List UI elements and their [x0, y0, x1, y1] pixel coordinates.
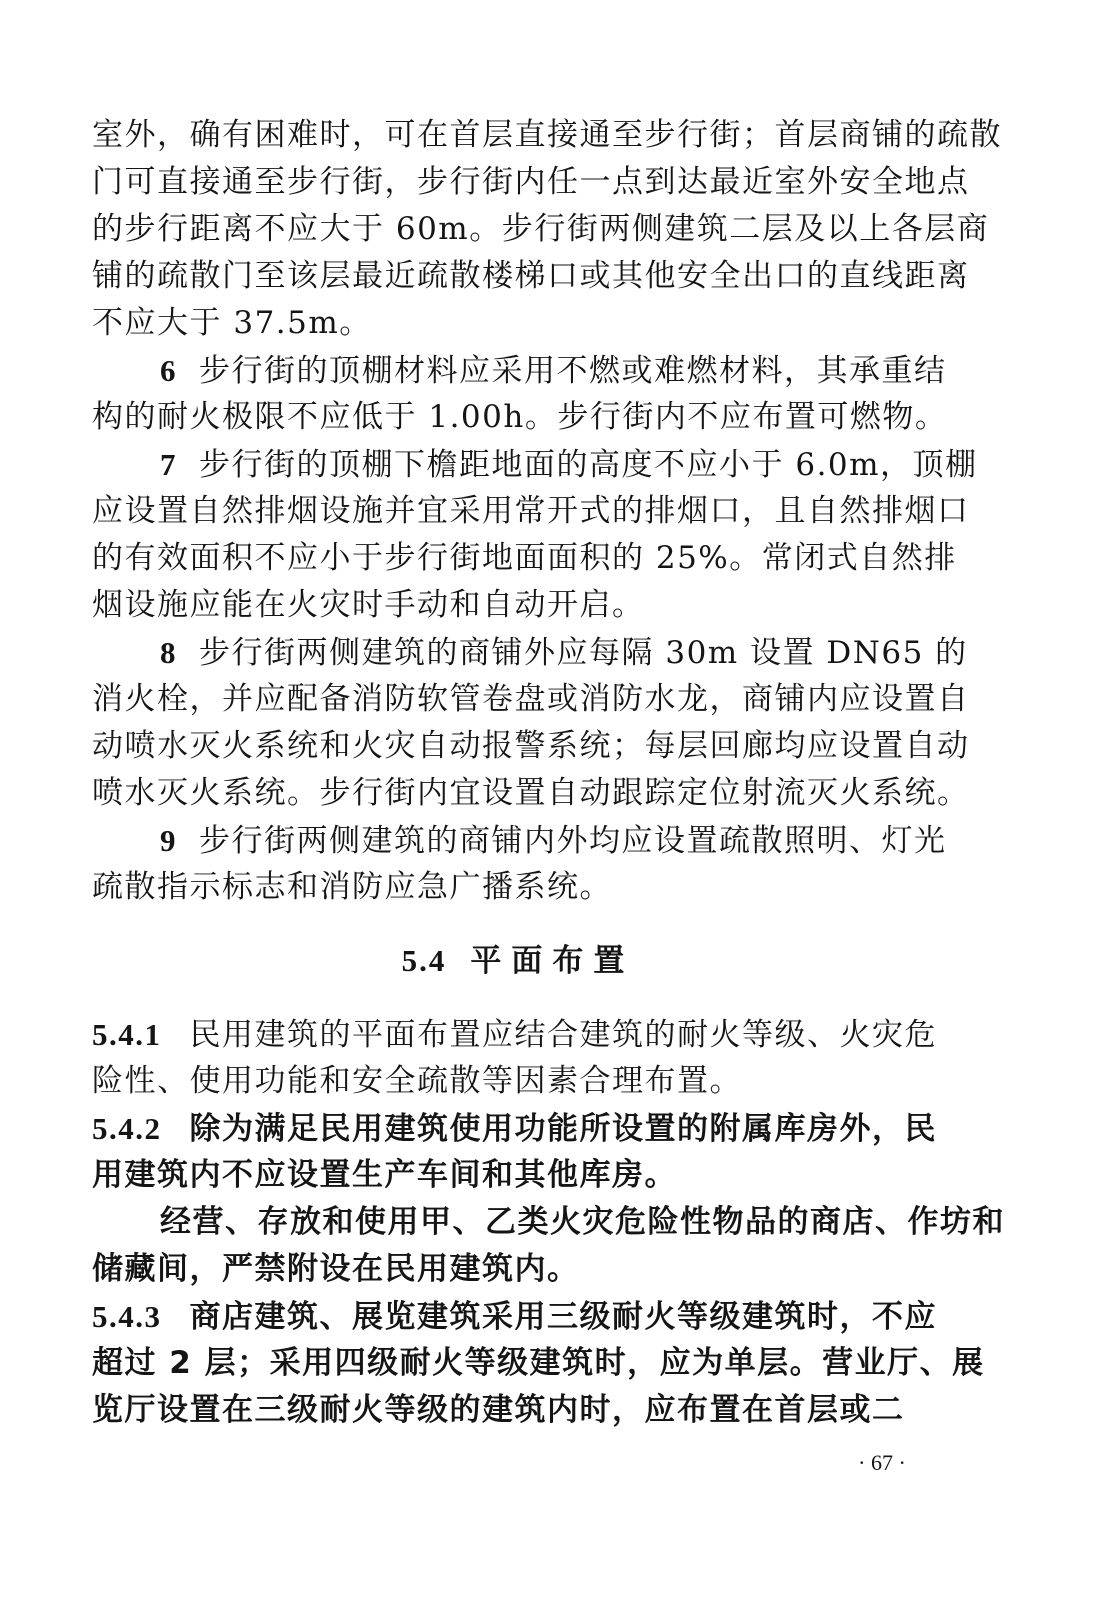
- text-line: 不应大于 37.5m。: [92, 305, 372, 341]
- item-8: [92, 629, 970, 817]
- item-number: 7: [160, 447, 177, 482]
- clause-text: 民用建筑的平面布置应结合建筑的耐火等级、火灾危: [189, 1017, 937, 1053]
- text-line: [92, 817, 947, 864]
- text-line: 超过 2 层；采用四级耐火等级建筑时，应为单层。营业厅、展: [92, 1345, 985, 1381]
- text-line: 险性、使用功能和安全疏散等因素合理布置。: [92, 1063, 742, 1099]
- text-line: 应设置自然排烟设施并宜采用常开式的排烟口，且自然排烟口: [92, 493, 970, 529]
- text-line: 喷水灭火系统。步行街内宜设置自动跟踪定位射流灭火系统。: [92, 775, 970, 811]
- text-line: 动喷水灭火系统和火灾自动报警系统；每层回廊均应设置自动: [92, 728, 970, 764]
- item-6: [92, 347, 948, 441]
- clause-5-4-1: [92, 1011, 944, 1105]
- item-number: 9: [160, 823, 177, 858]
- item-7: [92, 441, 978, 629]
- item-number: 6: [160, 353, 177, 388]
- text-line: 烟设施应能在火灾时手动和自动开启。: [92, 587, 645, 623]
- text-line: [92, 1011, 944, 1058]
- text-line: 疏散指示标志和消防应急广播系统。: [92, 869, 612, 905]
- text-line: [92, 1105, 944, 1152]
- text-line: 经营、存放和使用甲、乙类火灾危险性物品的商店、作坊和: [160, 1204, 1005, 1240]
- clause-text: 除为满足民用建筑使用功能所设置的附属库房外，民: [189, 1111, 937, 1147]
- section-title: 平面布置: [470, 943, 635, 979]
- page-number: · 67 ·: [858, 1450, 906, 1475]
- section-number: 5.4: [401, 943, 447, 978]
- clause-number: 5.4.3: [92, 1299, 162, 1334]
- clause-5-4-3: [92, 1293, 985, 1434]
- text-line: 的步行距离不应大于 60m。步行街两侧建筑二层及以上各层商: [92, 211, 990, 247]
- clause-number: 5.4.2: [92, 1111, 162, 1146]
- item-text: 步行街的顶棚下檐距地面的高度不应小于 6.0m，顶棚: [199, 447, 978, 483]
- item-text: 步行街的顶棚材料应采用不燃或难燃材料，其承重结: [199, 353, 947, 389]
- text-line: 消火栓，并应配备消防软管卷盘或消防水龙，商铺内应设置自: [92, 681, 970, 717]
- paragraph-intro: [92, 112, 1002, 347]
- text-line: [92, 629, 968, 676]
- document-page: [92, 112, 1005, 1434]
- item-text: 步行街两侧建筑的商铺内外均应设置疏散照明、灯光: [199, 823, 947, 859]
- text-line: 的有效面积不应小于步行街地面面积的 25%。常闭式自然排: [92, 540, 957, 576]
- text-line: [92, 347, 947, 394]
- text-line: 用建筑内不应设置生产车间和其他库房。: [92, 1157, 677, 1193]
- text-line: 室外，确有困难时，可在首层直接通至步行街；首层商铺的疏散: [92, 117, 1002, 153]
- clause-text: 商店建筑、展览建筑采用三级耐火等级建筑时，不应: [189, 1299, 937, 1335]
- item-number: 8: [160, 635, 177, 670]
- clause-number: 5.4.1: [92, 1017, 162, 1052]
- text-line: 储藏间，严禁附设在民用建筑内。: [92, 1251, 580, 1287]
- text-line: [92, 441, 978, 488]
- text-line: 门可直接通至步行街，步行街内任一点到达最近室外安全地点: [92, 164, 970, 200]
- text-line: 构的耐火极限不应低于 1.00h。步行街内不应布置可燃物。: [92, 399, 948, 435]
- item-text: 步行街两侧建筑的商铺外应每隔 30m 设置 DN65 的: [199, 635, 968, 671]
- clause-5-4-2: [92, 1105, 1005, 1293]
- item-9: [92, 817, 947, 911]
- text-line: 览厅设置在三级耐火等级的建筑内时，应布置在首层或二: [92, 1392, 905, 1428]
- section-heading: [92, 911, 944, 1011]
- text-line: 铺的疏散门至该层最近疏散楼梯口或其他安全出口的直线距离: [92, 258, 970, 294]
- text-line: [92, 1293, 944, 1340]
